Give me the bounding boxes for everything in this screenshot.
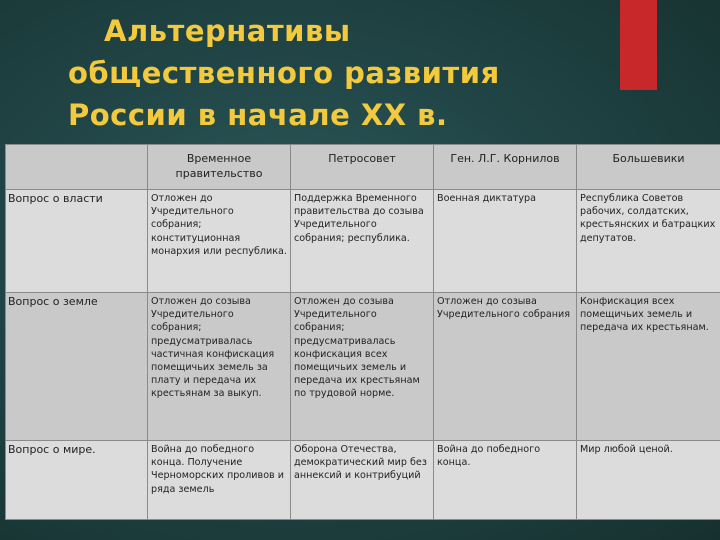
table-cell: Отложен до Учредительного собрания; конституционная монархия или республика.	[148, 190, 291, 293]
row-label: Вопрос о власти	[6, 190, 148, 293]
table-cell: Конфискация всех помещичьих земель и передача их крестьянам.	[577, 293, 720, 441]
header-provisional-government: Временное правительство	[148, 145, 291, 190]
table-cell: Поддержка Временного правительства до созыва Учредительного собрания; республика.	[291, 190, 434, 293]
accent-bar	[620, 0, 657, 90]
table-cell: Война до победного конца.	[434, 441, 577, 520]
table-cell: Военная диктатура	[434, 190, 577, 293]
header-bolsheviks: Большевики	[577, 145, 720, 190]
table-cell: Мир любой ценой.	[577, 441, 720, 520]
table-cell: Война до победного конца. Получение Черноморских проливов и ряда земель	[148, 441, 291, 520]
table-cell: Отложен до созыва Учредительного собрания; предусматривалась конфискация всех помещичьих земель и передача их крестьянам по трудовой норме.	[291, 293, 434, 441]
header-petrosoviet: Петросовет	[291, 145, 434, 190]
table-row	[6, 293, 720, 441]
table-cell: Отложен до созыва Учредительного собрания	[434, 293, 577, 441]
table-cell: Отложен до созыва Учредительного собрания; предусматривалась частичная конфискация помещичьих земель за плату и передача их крестьянам за выкуп.	[148, 293, 291, 441]
table-header-row	[6, 145, 720, 190]
title-line-2: общественного развития	[68, 56, 500, 90]
header-kornilov: Ген. Л.Г. Корнилов	[434, 145, 577, 190]
alternatives-table	[5, 144, 720, 520]
table-row	[6, 190, 720, 293]
title-line-3: России в начале XX в.	[68, 98, 448, 132]
table-cell: Республика Советов рабочих, солдатских, крестьянских и батрацких депутатов.	[577, 190, 720, 293]
header-corner	[6, 145, 148, 190]
table-cell: Оборона Отечества, демократический мир без аннексий и контрибуций	[291, 441, 434, 520]
table-row	[6, 441, 720, 520]
title-line-1: Альтернативы	[104, 14, 351, 48]
row-label: Вопрос о мире.	[6, 441, 148, 520]
slide-title	[58, 10, 598, 136]
row-label: Вопрос о земле	[6, 293, 148, 441]
